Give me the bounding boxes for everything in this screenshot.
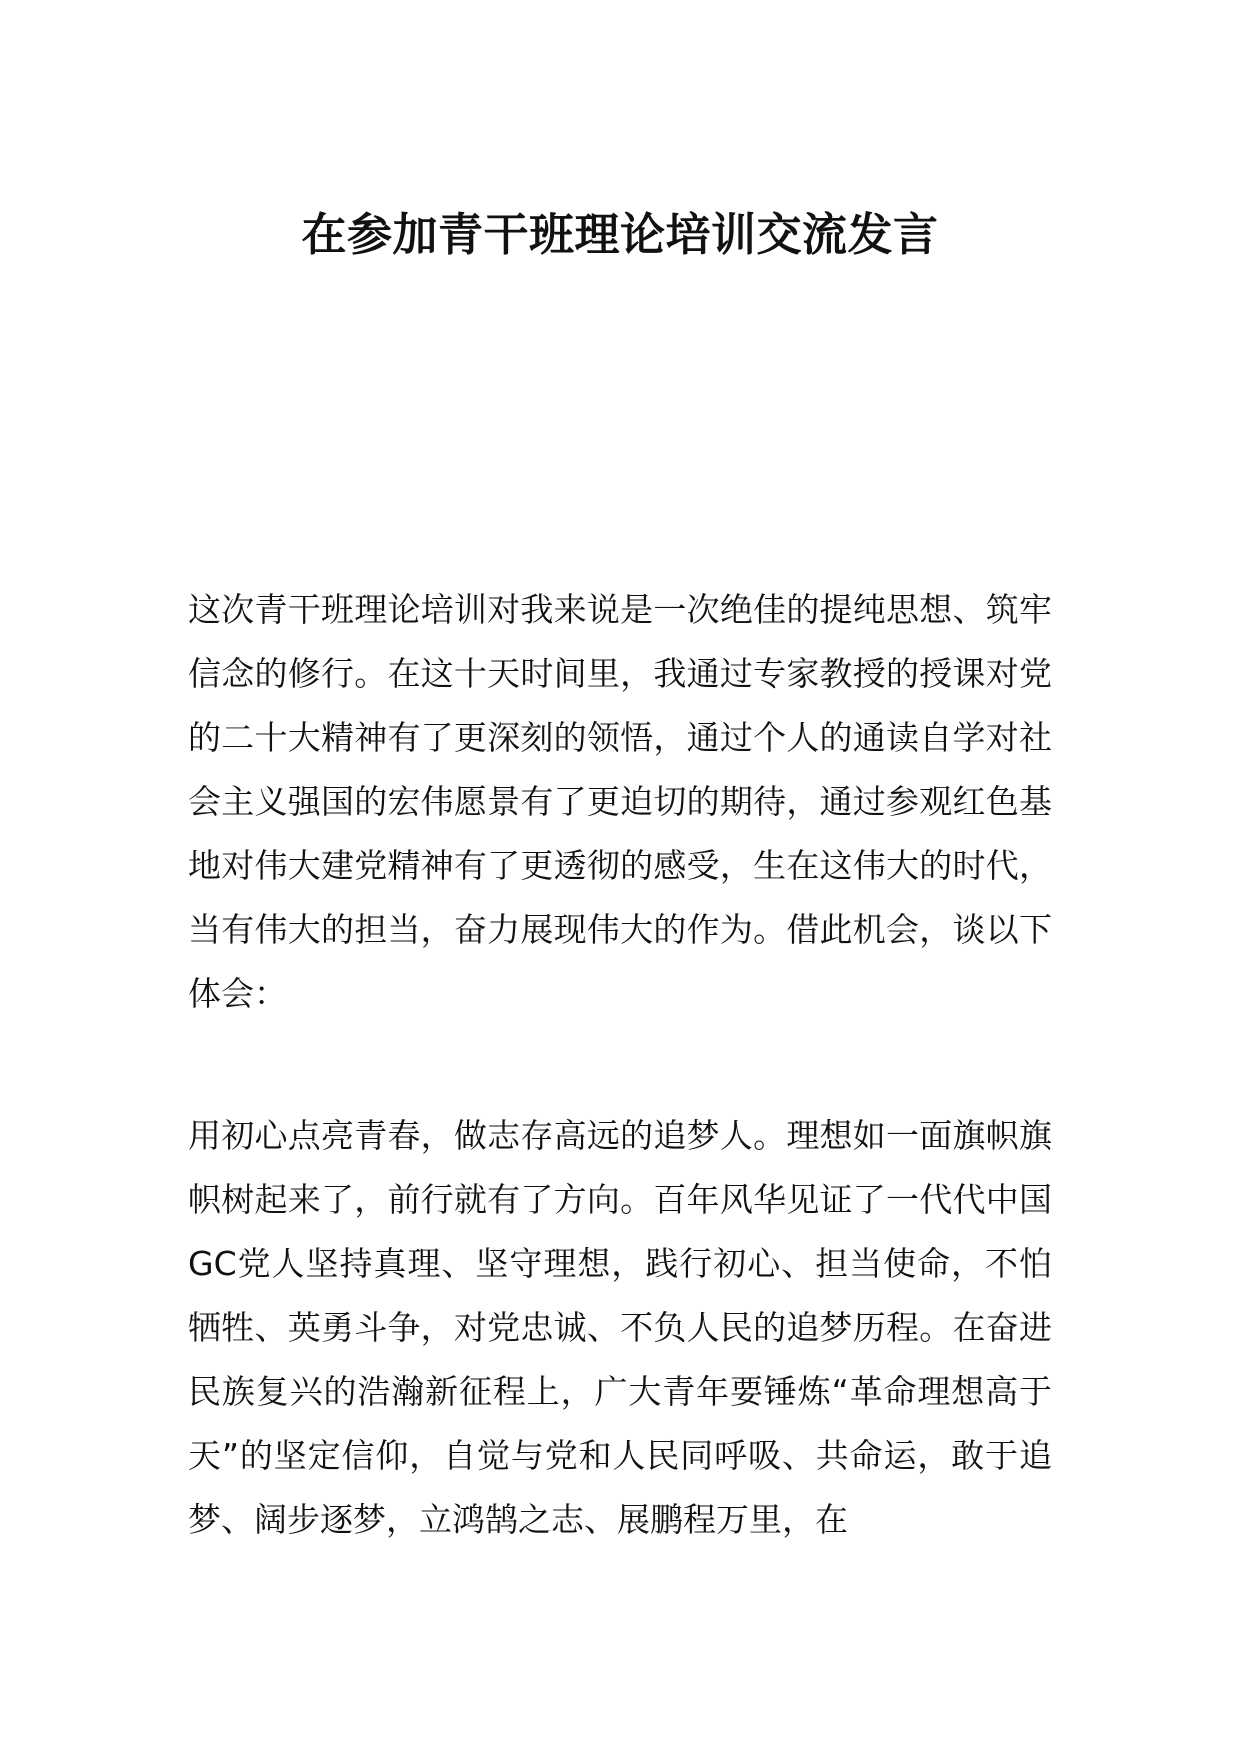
document-title: 在参加青干班理论培训交流发言 — [301, 208, 939, 261]
paragraph-2: 用初心点亮青春，做志存高远的追梦人。理想如一面旗帜旗帜树起来了，前行就有了方向。百年风华见证了一代代中国GC党人坚持真理、坚守理想，践行初心、担当使命，不怕牺牲、英勇斗争，对党忠诚、不负人民的追梦历程。在奋进民族复兴的浩瀚新征程上，广大青年要锤炼“革命理想高于天”的坚定信仰，自觉与党和人民同呼吸、共命运，敢于追梦、阔步逐梦，立鸿鹄之志、展鹏程万里，在 — [188, 1116, 1052, 1539]
paragraph-1: 这次青干班理论培训对我来说是一次绝佳的提纯思想、筑牢信念的修行。在这十天时间里，我通过专家教授的授课对党的二十大精神有了更深刻的领悟，通过个人的通读自学对社会主义强国的宏伟愿景有了更迫切的期待，通过参观红色基地对伟大建党精神有了更透彻的感受，生在这伟大的时代，当有伟大的担当，奋力展现伟大的作为。借此机会，谈以下体会： — [188, 590, 1052, 1013]
